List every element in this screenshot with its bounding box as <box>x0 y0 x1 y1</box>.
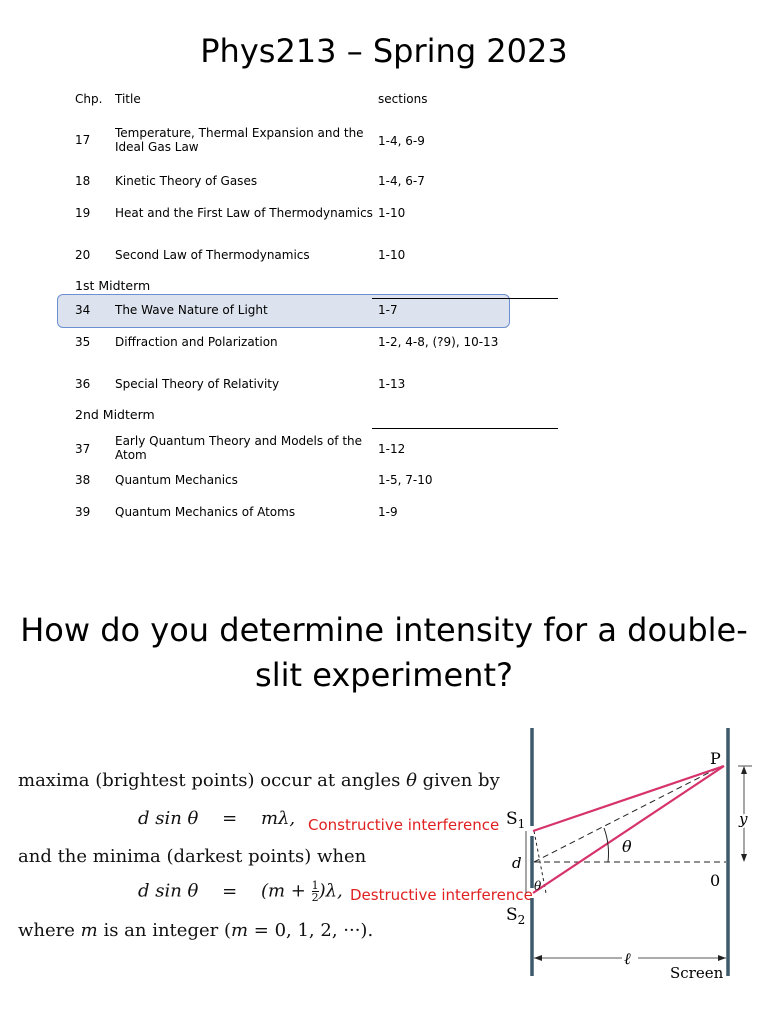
row-chp: 39 <box>75 505 91 519</box>
row-chp: 17 <box>75 133 91 147</box>
midterm-label: 2nd Midterm <box>75 407 155 422</box>
row-chp: 35 <box>75 335 91 349</box>
ray-s2 <box>533 766 724 893</box>
p-label: P <box>710 749 721 768</box>
row-title: Special Theory of Relativity <box>115 377 280 391</box>
minima-text: and the minima (darkest points) when <box>18 846 367 867</box>
s1-label: $S_1$ <box>506 809 526 831</box>
row-title: Quantum Mechanics <box>115 473 238 487</box>
row-title: Early Quantum Theory and Models of the Atom <box>115 434 363 462</box>
y-arrow-top-icon <box>741 766 747 774</box>
row-sections: 1-2, 4-8, (?9), 10-13 <box>378 335 499 349</box>
integer-text-a: where <box>18 920 81 941</box>
eq1-rhs: mλ, <box>260 808 296 829</box>
row-title: Diffraction and Polarization <box>115 335 278 349</box>
y-arrow-bottom-icon <box>741 854 747 862</box>
m-symbol: m <box>80 920 98 941</box>
ell-label: ℓ <box>624 949 631 968</box>
row-sections: 1-4, 6-9 <box>378 134 425 148</box>
one-half-fraction <box>312 880 319 903</box>
equation-minima <box>138 880 343 903</box>
double-slit-slide <box>0 590 768 1024</box>
maxima-text-b: given by <box>416 770 500 791</box>
y-label: y <box>739 810 748 828</box>
eq1-equals: = <box>222 808 238 829</box>
eq2-tail: )λ, <box>318 880 343 902</box>
header-sections: sections <box>378 92 428 106</box>
header-title: Title <box>115 92 141 106</box>
row-title: The Wave Nature of Light <box>115 303 268 317</box>
equation-maxima <box>138 808 295 829</box>
ell-arrow-left-icon <box>534 955 542 961</box>
row-sections: 1-12 <box>378 442 406 456</box>
row-chp: 18 <box>75 174 91 188</box>
row-chp: 37 <box>75 442 91 456</box>
ell-arrow-right-icon <box>718 955 726 961</box>
slide-title: Phys213 – Spring 2023 <box>200 32 568 70</box>
s2-label: $S_2$ <box>506 905 526 927</box>
double-slit-diagram <box>490 728 760 988</box>
row-title: Second Law of Thermodynamics <box>115 248 310 262</box>
divider-line <box>372 428 558 429</box>
theta-label: θ <box>622 837 632 856</box>
midterm-label: 1st Midterm <box>75 278 151 293</box>
divider-line <box>372 298 558 299</box>
eq2-equals: = <box>222 880 238 902</box>
eq1-lhs: d sin θ <box>138 808 199 829</box>
fraction-denominator: 2 <box>311 891 319 904</box>
screen-label: Screen <box>670 964 724 982</box>
ray-s1 <box>533 766 724 831</box>
eq2-lhs: d sin θ <box>138 880 199 902</box>
maxima-text-a: maxima (brightest points) occur at angles <box>18 770 407 791</box>
integer-text <box>18 920 373 941</box>
row-sections: 1-7 <box>378 303 398 317</box>
row-title: Heat and the First Law of Thermodynamics <box>115 206 373 220</box>
zero-label: 0 <box>710 871 721 890</box>
row-sections: 1-13 <box>378 377 406 391</box>
row-sections: 1-4, 6-7 <box>378 174 425 188</box>
d-label: d <box>512 854 522 872</box>
row-sections: 1-9 <box>378 505 398 519</box>
row-title: Kinetic Theory of Gases <box>115 174 258 188</box>
header-chp: Chp. <box>75 92 103 106</box>
row-title: Quantum Mechanics of Atoms <box>115 505 296 519</box>
theta-symbol: θ <box>406 770 417 791</box>
row-chp: 36 <box>75 377 91 391</box>
fraction-numerator: 1 <box>311 879 319 892</box>
row-chp: 19 <box>75 206 91 220</box>
row-sections: 1-10 <box>378 206 406 220</box>
integer-text-b: is an integer ( <box>97 920 231 941</box>
constructive-label: Constructive interference <box>308 816 500 834</box>
destructive-label: Destructive interference <box>350 886 533 904</box>
row-sections: 1-5, 7-10 <box>378 473 433 487</box>
row-sections: 1-10 <box>378 248 406 262</box>
row-title: Temperature, Thermal Expansion and the Ideal Gas Law <box>115 126 364 154</box>
row-chp: 38 <box>75 473 91 487</box>
theta-small-label: θ <box>534 879 542 893</box>
row-chp: 34 <box>75 303 91 317</box>
row-chp: 20 <box>75 248 91 262</box>
slide-title: How do you determine intensity for a double-slit experiment? <box>20 611 748 694</box>
m-symbol: m <box>230 920 249 941</box>
maxima-text <box>18 770 500 791</box>
integer-text-c: = 0, 1, 2, ···). <box>248 920 374 941</box>
eq2-m: (m + <box>260 880 306 902</box>
